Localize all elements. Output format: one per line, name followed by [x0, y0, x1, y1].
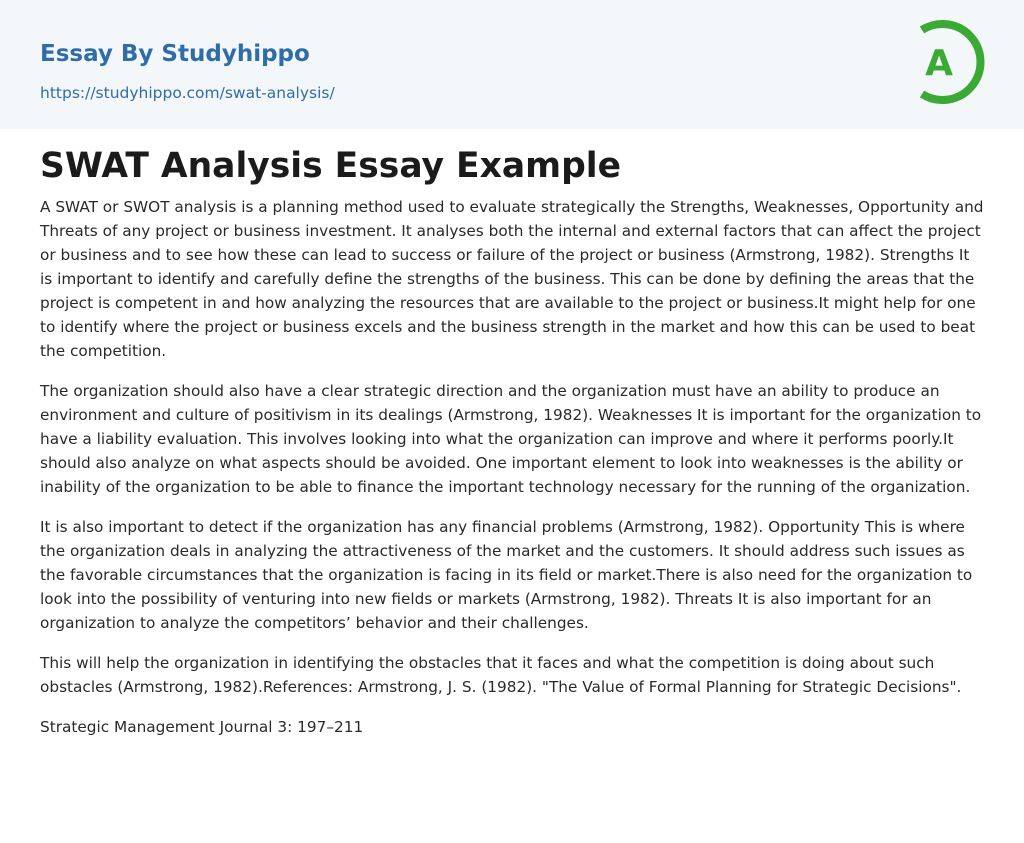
studyhippo-logo-icon[interactable]	[912, 18, 988, 106]
source-url-link[interactable]: https://studyhippo.com/swat-analysis/	[40, 84, 335, 102]
essay-paragraph: The organization should also have a clear strategic direction and the organization must have an ability to produce an environment and culture of positivism in its dealings (Armstrong, 1982). Weaknesses It is important for the organization to have a liability evaluation. This involves looking into what the organization can improve and where it performs poorly.It should also analyze on what aspects should be avoided. One important element to look into weaknesses is the ability or inability of the organization to be able to finance the important technology necessary for the running of the organization.	[40, 382, 982, 496]
page-title: SWAT Analysis Essay Example	[40, 146, 622, 186]
logo-letter: A	[925, 43, 953, 84]
essay-paragraph: A SWAT or SWOT analysis is a planning method used to evaluate strategically the Strengths, Weaknesses, Opportunity and Threats of any project or business investment. It analyses both the internal and external factors that can affect the project or business and to see how these can lead to success or failure of the project or business (Armstrong, 1982). Strengths It is important to identify and carefully define the strengths of the business. This can be done by defining the areas that the project is competent in and how analyzing the resources that are available to the project or business.It might help for one to identify where the project or business excels and the business strength in the market and how this can be used to beat the competition.	[40, 198, 984, 360]
essay-paragraph: It is also important to detect if the organization has any financial problems (Armstrong, 1982). Opportunity This is where the organization deals in analyzing the attractiveness of the market and the customers. It should address such issues as the favorable circumstances that the organization is facing in its field or market.There is also need for the organization to look into the possibility of venturing into new fields or markets (Armstrong, 1982). Threats It is also important for an organization to analyze the competitors’ behavior and their challenges.	[40, 518, 973, 632]
essay-paragraph: This will help the organization in identifying the obstacles that it faces and what the competition is doing about such obstacles (Armstrong, 1982).References: Armstrong, J. S. (1982). "The Value of Formal Planning for Strategic Decisions".	[40, 654, 962, 696]
site-header	[0, 0, 1024, 129]
essay-paragraph: Strategic Management Journal 3: 197–211	[40, 718, 364, 736]
site-brand[interactable]: Essay By Studyhippo	[40, 41, 310, 67]
essay-body	[40, 195, 985, 755]
